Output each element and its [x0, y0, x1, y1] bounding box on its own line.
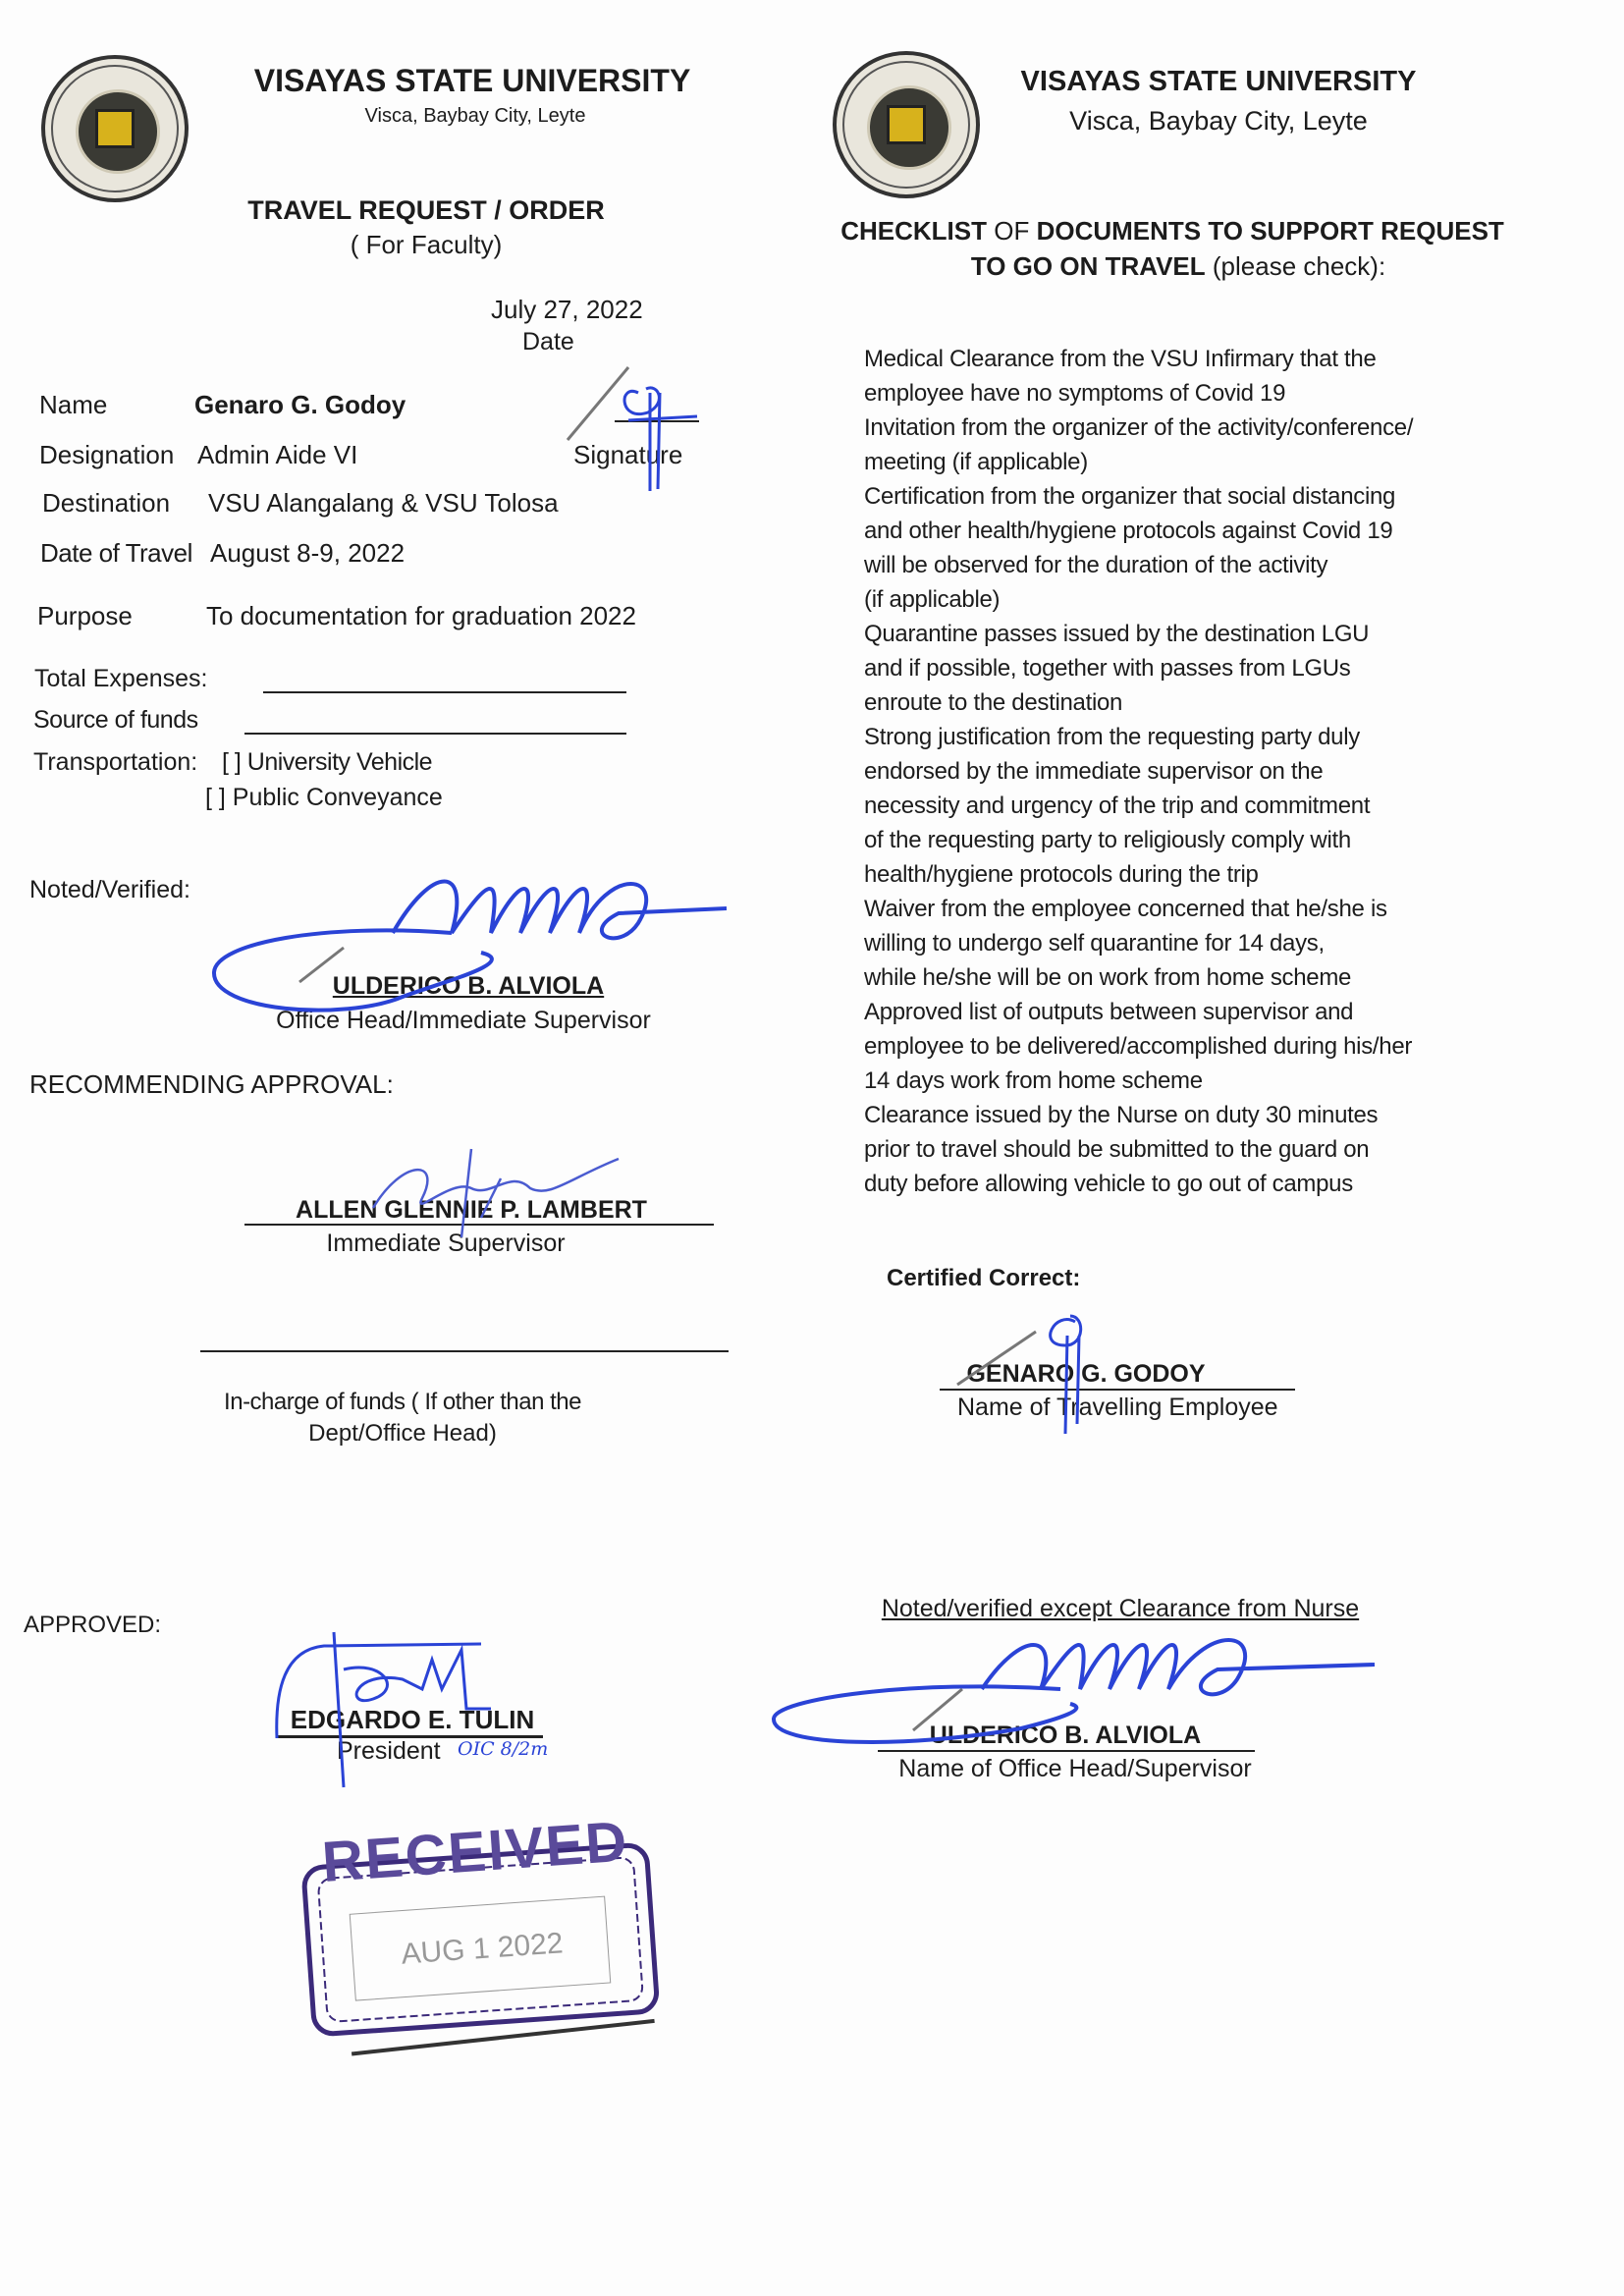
checklist-line: employee have no symptoms of Covid 19: [864, 380, 1286, 407]
total-expenses-field[interactable]: [263, 691, 626, 693]
checklist-line: will be observed for the duration of the activity: [864, 552, 1328, 578]
destination-value: VSU Alangalang & VSU Tolosa: [208, 488, 559, 518]
source-of-funds-label: Source of funds: [33, 706, 198, 734]
checklist-line: Medical Clearance from the VSU Infirmary that the: [864, 346, 1377, 372]
checklist-title-normal: (please check):: [1212, 251, 1386, 281]
received-stamp: [297, 1805, 666, 2065]
name-label: Name: [39, 390, 108, 419]
checklist-title-part2: OF: [994, 216, 1030, 246]
checklist-line: Strong justification from the requesting party duly: [864, 724, 1360, 750]
noted-verified-label: Noted/Verified:: [29, 876, 190, 903]
alviola-signature-left: [206, 854, 736, 1021]
checklist-line: enroute to the destination: [864, 689, 1123, 716]
approved-signatory-title: President: [337, 1737, 441, 1765]
form-subtitle: ( For Faculty): [350, 230, 503, 259]
office-head-title: Name of Office Head/Supervisor: [898, 1755, 1252, 1782]
university-vehicle-checkbox[interactable]: [ ] University Vehicle: [222, 748, 433, 776]
date-label: Date: [522, 328, 574, 355]
checklist-line: of the requesting party to religiously comply with: [864, 827, 1351, 853]
noted-signatory-name: ULDERICO B. ALVIOLA: [332, 972, 605, 1000]
travelling-employee-name: GENARO G. GODOY: [966, 1360, 1206, 1388]
total-expenses-label: Total Expenses:: [34, 665, 208, 692]
checklist-title-part3: DOCUMENTS TO SUPPORT REQUEST: [1036, 216, 1504, 246]
university-address-left: Visca, Baybay City, Leyte: [364, 105, 586, 127]
godoy-signature-top: [560, 363, 697, 501]
lambert-signature: [363, 1139, 658, 1247]
source-of-funds-field[interactable]: [244, 733, 626, 735]
designation-label: Designation: [39, 440, 175, 469]
checklist-title-line2: [971, 251, 1385, 282]
checklist-line: employee to be delivered/accomplished during his/her: [864, 1033, 1413, 1060]
checklist-title-line1: [840, 216, 1504, 246]
checklist-line: while he/she will be on work from home scheme: [864, 964, 1352, 991]
approved-label: APPROVED:: [24, 1612, 162, 1638]
purpose-value: To documentation for graduation 2022: [206, 601, 636, 630]
checklist-line: necessity and urgency of the trip and commitment: [864, 793, 1371, 819]
checklist-line: willing to undergo self quarantine for 14 days,: [864, 930, 1325, 957]
recommending-approval-label: RECOMMENDING APPROVAL:: [29, 1069, 394, 1099]
university-name-right: VISAYAS STATE UNIVERSITY: [1020, 66, 1417, 97]
name-value: Genaro G. Godoy: [194, 390, 406, 419]
checklist-line: Waiver from the employee concerned that he/she is: [864, 896, 1387, 922]
date-of-travel-value: August 8-9, 2022: [210, 538, 406, 568]
checklist-line: duty before allowing vehicle to go out of campus: [864, 1171, 1353, 1197]
office-head-name: ULDERICO B. ALVIOLA: [929, 1722, 1202, 1749]
university-seal-right: [833, 51, 980, 198]
transportation-label: Transportation:: [33, 748, 198, 776]
form-title: TRAVEL REQUEST / ORDER: [247, 195, 605, 225]
checklist-line: health/hygiene protocols during the trip: [864, 861, 1259, 888]
checklist-title-bold: TO GO ON TRAVEL: [970, 251, 1206, 281]
checklist-line: Invitation from the organizer of the activity/conference/: [864, 414, 1414, 441]
checklist-title-part1: CHECKLIST: [840, 216, 987, 246]
certified-correct-label: Certified Correct:: [887, 1265, 1081, 1291]
document-checklist: [864, 342, 1413, 1201]
noted-except-nurse-label: Noted/verified except Clearance from Nurse: [881, 1595, 1360, 1622]
alviola-signature-right: [766, 1620, 1394, 1768]
public-conveyance-checkbox[interactable]: [ ] Public Conveyance: [205, 784, 443, 811]
signature-label: Signature: [573, 440, 683, 469]
checklist-line: 14 days work from home scheme: [864, 1067, 1203, 1094]
checklist-line: Quarantine passes issued by the destination LGU: [864, 621, 1370, 647]
godoy-signature-bottom: [957, 1306, 1154, 1444]
stamp-date: AUG 1 2022: [400, 1927, 565, 1971]
stamp-text: RECEIVED: [319, 1809, 631, 1895]
university-name-left: VISAYAS STATE UNIVERSITY: [253, 63, 691, 98]
checklist-line: and other health/hygiene protocols against Covid 19: [864, 518, 1393, 544]
noted-signatory-title: Office Head/Immediate Supervisor: [276, 1007, 651, 1034]
checklist-line: (if applicable): [864, 586, 1001, 613]
travelling-employee-title: Name of Travelling Employee: [957, 1394, 1278, 1421]
checklist-line: meeting (if applicable): [864, 449, 1088, 475]
checklist-line: Certification from the organizer that social distancing: [864, 483, 1396, 510]
purpose-label: Purpose: [37, 601, 133, 630]
funds-incharge-line1: In-charge of funds ( If other than the: [224, 1389, 581, 1415]
request-date: July 27, 2022: [491, 295, 643, 324]
funds-incharge-signature-line: [200, 1350, 729, 1352]
recommending-signatory-title: Immediate Supervisor: [326, 1230, 566, 1257]
funds-incharge-line2: Dept/Office Head): [308, 1420, 497, 1447]
date-of-travel-label: Date of Travel: [40, 538, 192, 568]
designation-value: Admin Aide VI: [197, 440, 358, 469]
oic-handwritten-annotation: OIC 8/2m: [458, 1738, 549, 1760]
destination-label: Destination: [42, 488, 171, 518]
checklist-line: Clearance issued by the Nurse on duty 30 minutes: [864, 1102, 1379, 1128]
checklist-line: endorsed by the immediate supervisor on the: [864, 758, 1324, 785]
university-address-right: Visca, Baybay City, Leyte: [1069, 106, 1368, 136]
university-seal-left: [41, 55, 189, 202]
checklist-line: prior to travel should be submitted to the guard on: [864, 1136, 1370, 1163]
tulin-signature: [265, 1630, 560, 1797]
approved-signatory-name: EDGARDO E. TULIN: [290, 1705, 535, 1734]
checklist-line: Approved list of outputs between supervisor and: [864, 999, 1354, 1025]
checklist-line: and if possible, together with passes from LGUs: [864, 655, 1351, 682]
recommending-signatory-name: ALLEN GLENNIE P. LAMBERT: [296, 1196, 647, 1224]
